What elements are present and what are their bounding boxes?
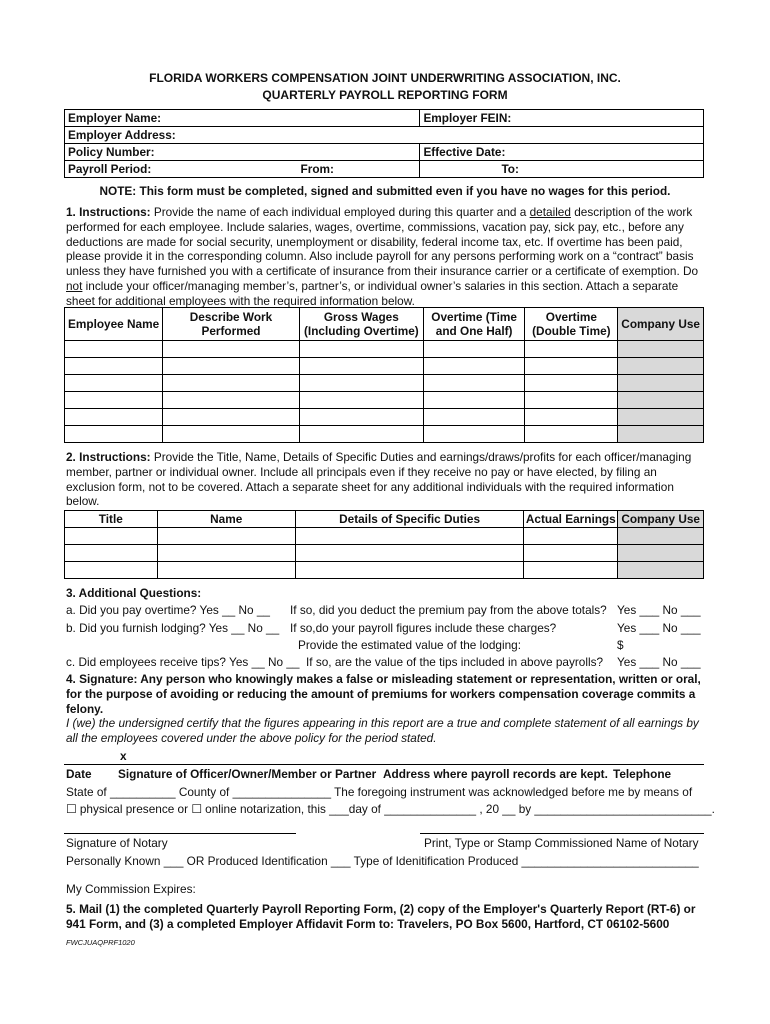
col-overtime-double-l1: Overtime [545, 310, 597, 324]
section5-line2: 941 Form, and (3) a completed Employer Affidavit Form to: Travelers, PO Box 5600, Hartford, CT 06102-5600 [66, 916, 670, 931]
col-gross-wages [299, 308, 423, 341]
note-text: NOTE: This form must be completed, signed and submitted even if you have no wages for this period. [99, 184, 671, 198]
table-cell[interactable] [423, 341, 525, 358]
payroll-period-label: Payroll Period: [68, 162, 152, 176]
col-actual-earnings-text: Actual Earnings [525, 512, 616, 526]
col-overtime-half-l2: and One Half) [435, 324, 513, 338]
table-cell[interactable] [524, 528, 618, 545]
table-cell[interactable] [163, 375, 300, 392]
section2-line3: exclusion form, not to be covered. Attach a separate sheet for any additional individuals with the required information [66, 479, 674, 494]
officer-table [64, 510, 704, 579]
section1-not: not [66, 278, 83, 293]
question-overtime[interactable]: a. Did you pay overtime? Yes __ No __ [66, 603, 270, 617]
table-cell[interactable] [65, 426, 163, 443]
table-cell[interactable] [423, 392, 525, 409]
col-overtime-half-l1: Overtime (Time [431, 310, 517, 324]
table-cell[interactable] [295, 545, 523, 562]
table-cell[interactable] [525, 392, 618, 409]
section1-line1 [66, 205, 702, 220]
table-cell[interactable] [299, 426, 423, 443]
col-company-use-2 [618, 511, 704, 528]
table-cell[interactable] [163, 341, 300, 358]
section4-warning [66, 672, 702, 716]
employee-table [64, 307, 704, 443]
signature-phone-label: Telephone [613, 767, 672, 781]
section2-instructions [66, 450, 702, 509]
lodging-value-field[interactable]: $ [617, 638, 624, 652]
table-cell[interactable] [157, 562, 295, 579]
table-cell[interactable] [295, 562, 523, 579]
table-cell[interactable] [423, 426, 525, 443]
table-row [65, 358, 704, 375]
table-cell[interactable] [65, 409, 163, 426]
col-overtime-double [525, 308, 618, 341]
section4-line2: for the purpose of avoiding or reducing the amount of premiums for workers compensation coverage commits a [66, 686, 696, 701]
table-cell[interactable] [524, 562, 618, 579]
notary-signature-line[interactable] [64, 833, 296, 834]
table-cell[interactable] [65, 562, 158, 579]
section1-line1-text: Provide the name of each individual employed during this quarter and a [150, 205, 530, 219]
section5-line1: 5. Mail (1) the completed Quarterly Payroll Reporting Form, (2) copy of the Employer's Quarterly Report (RT-6) or [66, 902, 696, 916]
col-actual-earnings [524, 511, 618, 528]
table-row [65, 545, 704, 562]
col-company-use-text: Company Use [621, 317, 700, 331]
notary-name-label: Print, Type or Stamp Commissioned Name of Notary [424, 836, 699, 850]
table-cell[interactable] [157, 545, 295, 562]
notary-commission-expires[interactable]: My Commission Expires: [66, 882, 196, 896]
payroll-period-cell[interactable] [65, 161, 420, 178]
period-to-cell[interactable] [420, 161, 704, 178]
question-lodging-followup: If so,do your payroll figures include these charges? [290, 621, 557, 635]
table-row [65, 528, 704, 545]
question-tips-followup: If so, are the value of the tips included in above payrolls? [306, 655, 604, 669]
section2-heading: 2. Instructions: [66, 450, 151, 464]
col-name [157, 511, 295, 528]
table-row [65, 426, 704, 443]
col-employee-name-text: Employee Name [68, 317, 160, 331]
employer-fein-label: Employer FEIN: [423, 111, 512, 125]
col-specific-duties [295, 511, 523, 528]
table-cell[interactable] [525, 341, 618, 358]
col-title-text: Title [98, 512, 123, 526]
col-title [65, 511, 158, 528]
question-overtime-followup: If so, did you deduct the premium pay from the above totals? [290, 603, 607, 617]
question-tips[interactable]: c. Did employees receive tips? Yes __ No __ [66, 655, 300, 669]
signature-address-label: Address where payroll records are kept. [383, 767, 608, 781]
section2-line4: below. [66, 494, 100, 509]
table-cell[interactable] [65, 528, 158, 545]
section4-line1: 4. Signature: Any person who knowingly makes a false or misleading statement or representation, written or oral, [66, 672, 701, 686]
col-overtime-double-l2: (Double Time) [532, 324, 611, 338]
answer-tips[interactable]: Yes ___ No ___ [617, 655, 701, 669]
col-gross-wages-l1: Gross Wages [323, 310, 399, 324]
table-cell[interactable] [525, 358, 618, 375]
section1-line6-text: include your officer/managing member’s, partner’s, or individual owner’s salaries in this section. Attach a separate [82, 278, 679, 293]
col-overtime-half [423, 308, 525, 341]
form-id: FWCJUAQPRF1020 [66, 938, 135, 947]
table-cell[interactable] [163, 358, 300, 375]
table-cell[interactable] [423, 409, 525, 426]
table-cell[interactable] [525, 409, 618, 426]
section1-heading: 1. Instructions: [66, 205, 151, 219]
section1-line6 [66, 279, 702, 294]
section1-line7: sheet for additional employees with the required information below. [66, 293, 415, 308]
notary-signature-label: Signature of Notary [66, 836, 168, 850]
col-specific-duties-text: Details of Specific Duties [339, 512, 481, 526]
table-cell[interactable] [65, 375, 163, 392]
certification-line2: all the employees covered under the above policy for the period stated. [66, 730, 437, 745]
table-row [65, 562, 704, 579]
section2-line2: member, partner or individual owner. Include all principals even if they receive no pay or have elected, by filing an [66, 464, 657, 479]
table-cell[interactable] [65, 545, 158, 562]
section1-instructions [66, 205, 702, 309]
period-from-label: From: [300, 162, 334, 176]
notary-acknowledgement-line2[interactable]: ☐ physical presence or ☐ online notarization, this ___day of ______________ , 20 __ by ___________________________. [66, 802, 715, 816]
table-cell[interactable] [65, 358, 163, 375]
certification-text [66, 716, 702, 746]
col-describe-work [163, 308, 300, 341]
col-describe-work-l1: Describe Work [189, 310, 273, 324]
company-use-cell [618, 528, 704, 545]
table-cell[interactable] [299, 375, 423, 392]
table-cell[interactable] [423, 375, 525, 392]
signature-date-label: Date [66, 767, 92, 781]
notary-identification-line[interactable]: Personally Known ___ OR Produced Identification ___ Type of Idenitification Produced ___________________________ [66, 854, 699, 868]
table-cell[interactable] [295, 528, 523, 545]
company-use-cell [618, 392, 704, 409]
company-use-cell [618, 562, 704, 579]
table-row [65, 341, 704, 358]
section1-line1-end: description of the work [570, 205, 693, 219]
table-cell[interactable] [65, 341, 163, 358]
employer-info-table [64, 109, 704, 178]
col-company-use [618, 308, 704, 341]
section5-mailing-instructions [66, 902, 702, 932]
company-use-cell [618, 341, 704, 358]
table-row [65, 409, 704, 426]
section1-line5: unless they have furnished you with a certificate of insurance from their insurance carrier or a certificate of exemption. Do [66, 264, 699, 279]
table-cell[interactable] [423, 358, 525, 375]
answer-lodging[interactable]: Yes ___ No ___ [617, 621, 701, 635]
period-to-label: To: [501, 162, 519, 176]
table-cell[interactable] [163, 392, 300, 409]
table-cell[interactable] [299, 409, 423, 426]
company-use-cell [618, 545, 704, 562]
section3-heading: 3. Additional Questions: [66, 586, 202, 600]
lodging-value-label: Provide the estimated value of the lodging: [298, 638, 521, 652]
employer-address-label: Employer Address: [68, 128, 176, 142]
col-name-text: Name [210, 512, 243, 526]
policy-number-label: Policy Number: [68, 145, 155, 159]
certification-line1: I (we) the undersigned certify that the figures appearing in this report are a true and complete statement of all earnings by [66, 716, 699, 730]
employer-name-label: Employer Name: [68, 111, 162, 125]
officer-table-header [65, 511, 704, 528]
effective-date-label: Effective Date: [423, 145, 506, 159]
section1-line3: deductions are made for social security, unemployment or disability, federal income tax, etc. If overtime has been paid, [66, 234, 683, 249]
table-cell[interactable] [524, 545, 618, 562]
table-cell[interactable] [163, 409, 300, 426]
question-lodging[interactable]: b. Did you furnish lodging? Yes __ No __ [66, 621, 280, 635]
effective-date-cell[interactable] [420, 144, 704, 161]
col-gross-wages-l2: (Including Overtime) [303, 324, 419, 338]
employer-name-cell[interactable] [65, 110, 420, 127]
notary-acknowledgement-line1[interactable]: State of __________ County of _______________ The foregoing instrument was acknowledged before me by means of [66, 785, 693, 799]
form-title-line2: QUARTERLY PAYROLL REPORTING FORM [262, 88, 508, 102]
table-cell[interactable] [299, 341, 423, 358]
company-use-cell [618, 375, 704, 392]
section1-line4: please provide it in the corresponding column. Also include payroll for any persons performing work on a “contract” basis [66, 249, 694, 264]
policy-number-cell[interactable] [65, 144, 420, 161]
notary-name-line[interactable] [420, 833, 704, 834]
col-employee-name [65, 308, 163, 341]
table-row [65, 392, 704, 409]
section2-line1-text: Provide the Title, Name, Details of Specific Duties and earnings/draws/profits for each officer/managing [150, 450, 692, 464]
section4-line3: felony. [66, 701, 104, 716]
table-row [65, 375, 704, 392]
employer-fein-cell[interactable] [420, 110, 704, 127]
section1-detailed: detailed [529, 205, 571, 219]
section2-line1 [66, 450, 702, 465]
signature-x-mark: x [120, 749, 127, 763]
table-cell[interactable] [525, 375, 618, 392]
answer-overtime[interactable]: Yes ___ No ___ [617, 603, 701, 617]
col-company-use-2-text: Company Use [621, 512, 700, 526]
section1-line2: performed for each employee. Include salaries, wages, overtime, commissions, vacation pay, sick pay, etc., before any [66, 219, 684, 234]
company-use-cell [618, 409, 704, 426]
company-use-cell [618, 358, 704, 375]
employee-table-header [65, 308, 704, 341]
signature-officer-label: Signature of Officer/Owner/Member or Partner [118, 767, 377, 781]
col-describe-work-l2: Performed [201, 324, 261, 338]
table-cell[interactable] [299, 358, 423, 375]
signature-line[interactable] [64, 764, 704, 765]
table-cell[interactable] [65, 392, 163, 409]
form-title-line1: FLORIDA WORKERS COMPENSATION JOINT UNDERWRITING ASSOCIATION, INC. [149, 71, 621, 85]
company-use-cell [618, 426, 704, 443]
table-cell[interactable] [157, 528, 295, 545]
employer-address-cell[interactable] [65, 127, 704, 144]
table-cell[interactable] [299, 392, 423, 409]
table-cell[interactable] [163, 426, 300, 443]
table-cell[interactable] [525, 426, 618, 443]
